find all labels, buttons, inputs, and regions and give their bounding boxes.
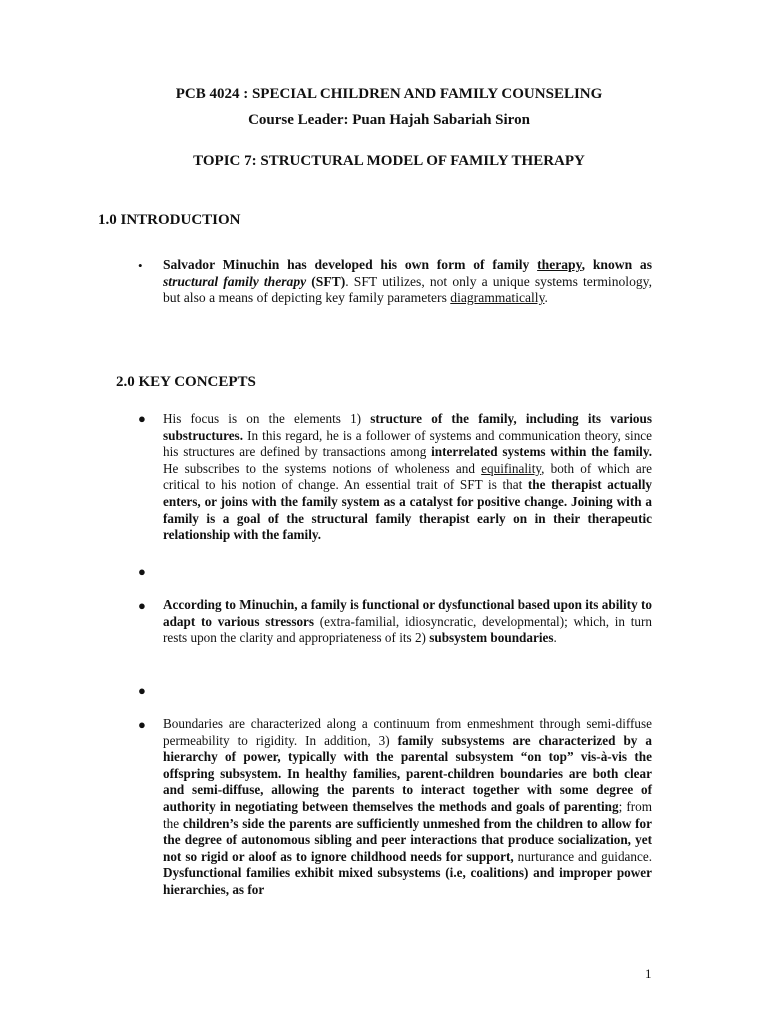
text-span: family subsystems are characterized by a hierarchy of power, typically with the parental subsystem “on top” vis-à-vis the offspring subsystem. In healthy families, parent-children boundaries are both clear and semi-diffuse, allowing the parents to interact together with some degree of authority in negotiating between themselves the methods and goals of parenting xyxy=(163,732,652,814)
topic-title: TOPIC 7: STRUCTURAL MODEL OF FAMILY THERAPY xyxy=(193,153,585,169)
text-span: In this regard, he is a follower of systems and communication theory, since his structures are defined by transactions among xyxy=(163,427,652,460)
text-span: Boundaries are characterized along a continuum from enmeshment through semi-diffuse permeability to rigidity. In addition, 3) xyxy=(163,716,652,748)
bullet-icon: • xyxy=(138,258,143,273)
bullet-icon: ● xyxy=(138,717,146,732)
text-span: Salvador Minuchin has developed his own form of family xyxy=(163,257,538,272)
text-span: Dysfunctional families exhibit mixed subsystems (i.e, coalitions) and improper power hierarchies, as for xyxy=(163,865,652,897)
text-span: According to Minuchin, a family is functional or dysfunctional based upon its ability to adapt to various stressors xyxy=(163,597,652,629)
section-heading-introduction: 1.0 INTRODUCTION xyxy=(98,212,241,228)
bullet-icon: ● xyxy=(138,598,146,613)
intro-paragraph xyxy=(163,257,652,307)
text-span: nurturance and guidance. xyxy=(513,848,652,864)
text-span: the therapist actually enters, or joins with the family system as a catalyst for positive change. Joining with a family is a goal of the structural family therapist early on in their therapeutic relationship with the family. xyxy=(163,477,652,543)
bullet-icon: ● xyxy=(138,564,146,579)
text-span: therapy xyxy=(537,257,582,272)
text-span: diagrammatically xyxy=(450,290,545,306)
key-concepts-paragraph-1 xyxy=(163,411,652,544)
key-concepts-paragraph-3 xyxy=(163,716,652,899)
text-span: structural family therapy xyxy=(163,273,307,289)
bullet-icon: ● xyxy=(138,411,146,426)
bullet-icon: ● xyxy=(138,683,146,698)
text-span: ; from the xyxy=(163,798,652,831)
text-span: interrelated systems within the family. xyxy=(431,444,652,460)
text-span: , known as xyxy=(581,257,652,272)
text-span: . SFT utilizes, not only a unique systems terminology, but also a means of depicting key family parameters xyxy=(163,273,652,306)
text-span: equifinality xyxy=(481,460,542,476)
text-span: He subscribes to the systems notions of wholeness and xyxy=(163,460,482,476)
text-span: subsystem boundaries xyxy=(429,630,554,646)
page-number: 1 xyxy=(645,966,652,981)
text-span: children’s side the parents are sufficiently unmeshed from the children to allow for the degree of autonomous sibling and peer interactions that produce socialization, yet not so rigid or aloof as to ignore childhood needs for support, xyxy=(163,815,652,864)
text-span: (extra-familial, idiosyncratic, developmental); which, in turn rests upon the clarity and appropriateness of its 2) xyxy=(163,613,652,646)
course-leader: Course Leader: Puan Hajah Sabariah Siron xyxy=(248,112,530,128)
text-span: . xyxy=(553,630,557,646)
course-title: PCB 4024 : SPECIAL CHILDREN AND FAMILY COUNSELING xyxy=(175,86,603,102)
key-concepts-paragraph-2 xyxy=(163,597,652,647)
text-span: . xyxy=(544,290,548,306)
text-span: , both of which are critical to his notion of change. An essential trait of SFT is that xyxy=(163,460,652,493)
section-heading-key-concepts: 2.0 KEY CONCEPTS xyxy=(116,374,256,390)
text-span: (SFT) xyxy=(306,273,346,289)
text-span: structure of the family, including its various substructures. xyxy=(163,411,652,443)
text-span: His focus is on the elements 1) xyxy=(163,411,371,426)
